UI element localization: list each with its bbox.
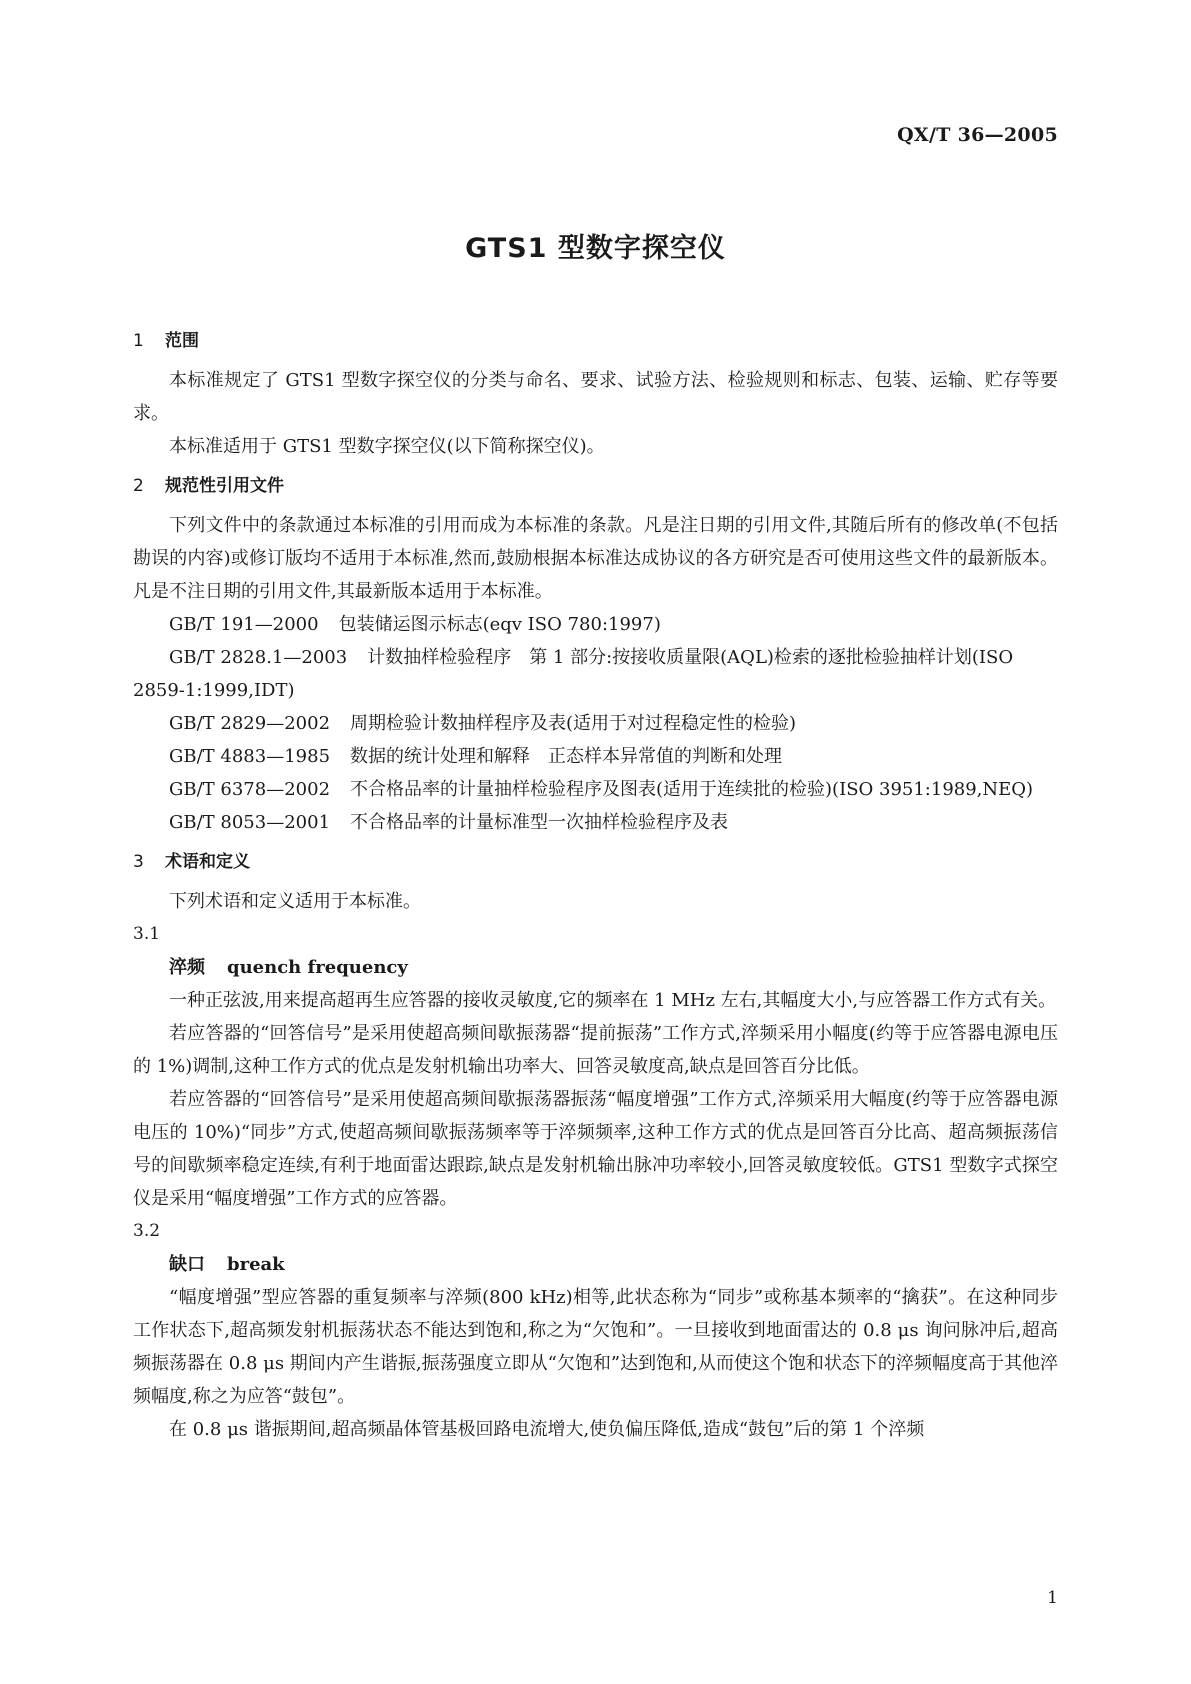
reference-item xyxy=(133,707,1058,740)
reference-code: GB/T 4883—1985 xyxy=(169,746,331,767)
term-chinese: 淬频 xyxy=(169,957,205,978)
term-english: quench frequency xyxy=(227,957,408,978)
paragraph: 在 0.8 μs 谐振期间,超高频晶体管基极回路电流增大,使负偏压降低,造成“鼓包”后的第 1 个淬频 xyxy=(169,1419,925,1440)
reference-title: 周期检验计数抽样程序及表(适用于对过程稳定性的检验) xyxy=(350,713,797,734)
subclause-number: 3.1 xyxy=(133,924,161,944)
page-title: GTS1 型数字探空仪 xyxy=(465,233,726,264)
section-heading-scope xyxy=(133,324,1058,358)
paragraph: 下列术语和定义适用于本标准。 xyxy=(169,891,421,912)
reference-item xyxy=(133,608,1058,641)
section-number: 1 xyxy=(133,331,144,351)
reference-item xyxy=(133,806,1058,839)
reference-code: GB/T 6378—2002 xyxy=(169,779,331,800)
term-entry xyxy=(133,951,1058,984)
reference-code: GB/T 2828.1—2003 xyxy=(169,647,348,668)
doc-code: QX/T 36—2005 xyxy=(897,124,1058,146)
paragraph: “幅度增强”型应答器的重复频率与淬频(800 kHz)相等,此状态称为“同步”或称基本频率的“擒获”。在这种同步工作状态下,超高频发射机振荡状态不能达到饱和,称之为“欠饱和”。一旦接收到地面雷达的 0.8 μs 询问脉冲后,超高频振荡器在 0.8 μs 期间内产生谐振,振荡强度立即从“欠饱和”达到饱和,从而使这个饱和状态下的淬频幅度高于其他淬频幅度,称之为应答“鼓包”。 xyxy=(133,1287,1058,1407)
section-number: 3 xyxy=(133,852,144,872)
reference-code: GB/T 2829—2002 xyxy=(169,713,331,734)
paragraph: 若应答器的“回答信号”是采用使超高频间歇振荡器振荡“幅度增强”工作方式,淬频采用大幅度(约等于应答器电源电压的 10%)“同步”方式,使超高频间歇振荡频率等于淬频频率,这种工作方式的优点是回答百分比高、超高频振荡信号的间歇频率稳定连续,有利于地面雷达跟踪,缺点是发射机输出脉冲功率较小,回答灵敏度较低。GTS1 型数字式探空仪是采用“幅度增强”工作方式的应答器。 xyxy=(133,1089,1058,1209)
term-entry xyxy=(133,1248,1058,1281)
paragraph: 若应答器的“回答信号”是采用使超高频间歇振荡器“提前振荡”工作方式,淬频采用小幅度(约等于应答器电源电压的 1%)调制,这种工作方式的优点是发射机输出功率大、回答灵敏度高,缺点是回答百分比低。 xyxy=(133,1023,1058,1077)
reference-title: 不合格品率的计量抽样检验程序及图表(适用于连续批的检验)(ISO 3951:1989,NEQ) xyxy=(350,779,1034,800)
paragraph: 本标准适用于 GTS1 型数字探空仪(以下简称探空仪)。 xyxy=(169,436,605,457)
reference-item xyxy=(133,740,1058,773)
section-heading-terms xyxy=(133,845,1058,879)
section-heading-references xyxy=(133,469,1058,503)
section-number: 2 xyxy=(133,476,144,496)
section-title: 术语和定义 xyxy=(165,852,250,872)
document-body xyxy=(133,318,1058,1446)
reference-title: 数据的统计处理和解释 正态样本异常值的判断和处理 xyxy=(350,746,783,767)
term-english: break xyxy=(227,1254,285,1275)
reference-title: 不合格品率的计量标准型一次抽样检验程序及表 xyxy=(350,812,729,833)
reference-item xyxy=(133,641,1058,707)
paragraph: 本标准规定了 GTS1 型数字探空仪的分类与命名、要求、试验方法、检验规则和标志、包装、运输、贮存等要求。 xyxy=(133,370,1058,424)
section-title: 规范性引用文件 xyxy=(165,476,284,496)
subclause-number: 3.2 xyxy=(133,1221,161,1241)
term-chinese: 缺口 xyxy=(169,1254,205,1275)
section-title: 范围 xyxy=(165,331,199,351)
reference-item xyxy=(133,773,1058,806)
paragraph: 一种正弦波,用来提高超再生应答器的接收灵敏度,它的频率在 1 MHz 左右,其幅度大小,与应答器工作方式有关。 xyxy=(169,990,1057,1011)
reference-title: 计数抽样检验程序 第 1 部分:按接收质量限(AQL)检索的逐批检验抽样计划(ISO 2859-1:1999,IDT) xyxy=(133,647,1014,701)
page-number: 1 xyxy=(1047,1588,1058,1608)
paragraph: 下列文件中的条款通过本标准的引用而成为本标准的条款。凡是注日期的引用文件,其随后所有的修改单(不包括勘误的内容)或修订版均不适用于本标准,然而,鼓励根据本标准达成协议的各方研究是否可使用这些文件的最新版本。凡是不注日期的引用文件,其最新版本适用于本标准。 xyxy=(133,515,1058,602)
reference-title: 包装储运图示标志(eqv ISO 780:1997) xyxy=(338,614,661,635)
reference-code: GB/T 191—2000 xyxy=(169,614,319,635)
reference-code: GB/T 8053—2001 xyxy=(169,812,331,833)
